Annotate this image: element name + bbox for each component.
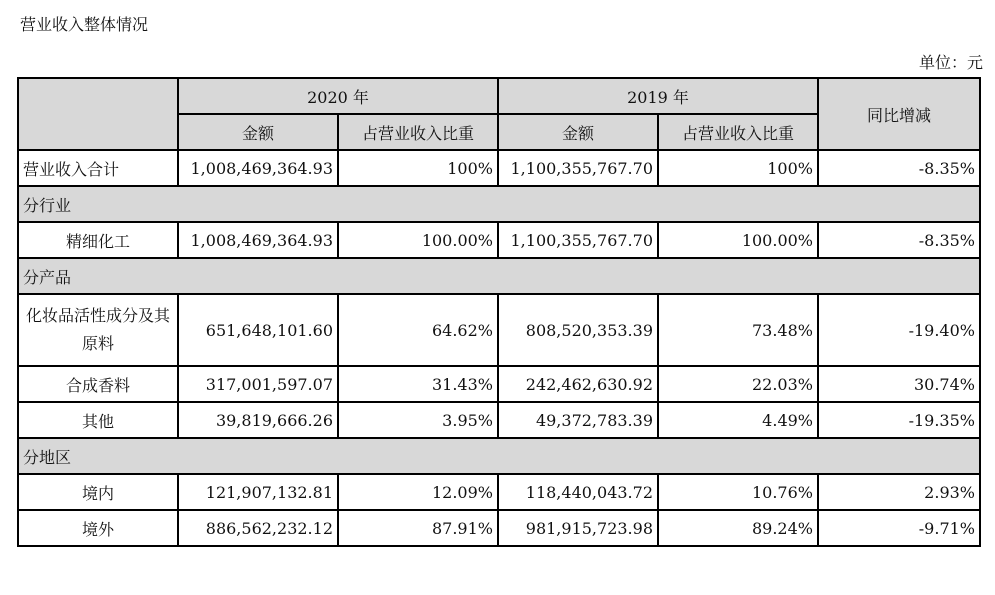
ratio-2020: 100.00% (338, 222, 498, 258)
amount-2019: 242,462,630.92 (498, 366, 658, 402)
ratio-2019: 100% (658, 150, 818, 186)
section-row (18, 438, 980, 474)
section-region: 分地区 (18, 438, 980, 474)
header-year-2019: 2019 年 (498, 78, 818, 114)
yoy-change: -19.40% (818, 294, 980, 366)
table-row (18, 366, 980, 402)
ratio-2019: 73.48% (658, 294, 818, 366)
header-amount-2020: 金额 (178, 114, 338, 150)
yoy-change: -9.71% (818, 510, 980, 546)
page-title: 营业收入整体情况 (20, 15, 149, 34)
header-ratio-2020: 占营业收入比重 (338, 114, 498, 150)
amount-2019: 1,100,355,767.70 (498, 222, 658, 258)
yoy-change: -19.35% (818, 402, 980, 438)
table-row (18, 150, 980, 186)
amount-2020: 1,008,469,364.93 (178, 150, 338, 186)
header-year-2020: 2020 年 (178, 78, 498, 114)
header-ratio-2019: 占营业收入比重 (658, 114, 818, 150)
unit-label: 单位：元 (918, 53, 983, 72)
row-label: 精细化工 (18, 222, 178, 258)
section-row (18, 186, 980, 222)
amount-2020: 1,008,469,364.93 (178, 222, 338, 258)
yoy-change: -8.35% (818, 222, 980, 258)
ratio-2020: 3.95% (338, 402, 498, 438)
yoy-change: -8.35% (818, 150, 980, 186)
amount-2019: 808,520,353.39 (498, 294, 658, 366)
section-row (18, 258, 980, 294)
row-label: 境内 (18, 474, 178, 510)
header-empty-cell (18, 78, 178, 150)
table-row (18, 474, 980, 510)
ratio-2020: 100% (338, 150, 498, 186)
ratio-2019: 100.00% (658, 222, 818, 258)
row-label: 化妆品活性成分及其原料 (18, 294, 178, 366)
amount-2019: 1,100,355,767.70 (498, 150, 658, 186)
table-row (18, 222, 980, 258)
ratio-2020: 87.91% (338, 510, 498, 546)
amount-2020: 886,562,232.12 (178, 510, 338, 546)
table-row (18, 294, 980, 366)
ratio-2019: 4.49% (658, 402, 818, 438)
amount-2020: 651,648,101.60 (178, 294, 338, 366)
row-label: 境外 (18, 510, 178, 546)
ratio-2020: 64.62% (338, 294, 498, 366)
header-yoy: 同比增减 (818, 78, 980, 150)
amount-2020: 39,819,666.26 (178, 402, 338, 438)
row-label: 合成香料 (18, 366, 178, 402)
amount-2019: 981,915,723.98 (498, 510, 658, 546)
yoy-change: 2.93% (818, 474, 980, 510)
amount-2020: 121,907,132.81 (178, 474, 338, 510)
section-product: 分产品 (18, 258, 980, 294)
amount-2019: 118,440,043.72 (498, 474, 658, 510)
revenue-table (17, 77, 981, 547)
amount-2019: 49,372,783.39 (498, 402, 658, 438)
table-row (18, 402, 980, 438)
ratio-2020: 31.43% (338, 366, 498, 402)
row-label: 其他 (18, 402, 178, 438)
header-amount-2019: 金额 (498, 114, 658, 150)
ratio-2019: 10.76% (658, 474, 818, 510)
ratio-2020: 12.09% (338, 474, 498, 510)
section-industry: 分行业 (18, 186, 980, 222)
header-row-years (18, 78, 980, 114)
amount-2020: 317,001,597.07 (178, 366, 338, 402)
table-row (18, 510, 980, 546)
ratio-2019: 22.03% (658, 366, 818, 402)
row-label: 营业收入合计 (18, 150, 178, 186)
yoy-change: 30.74% (818, 366, 980, 402)
ratio-2019: 89.24% (658, 510, 818, 546)
